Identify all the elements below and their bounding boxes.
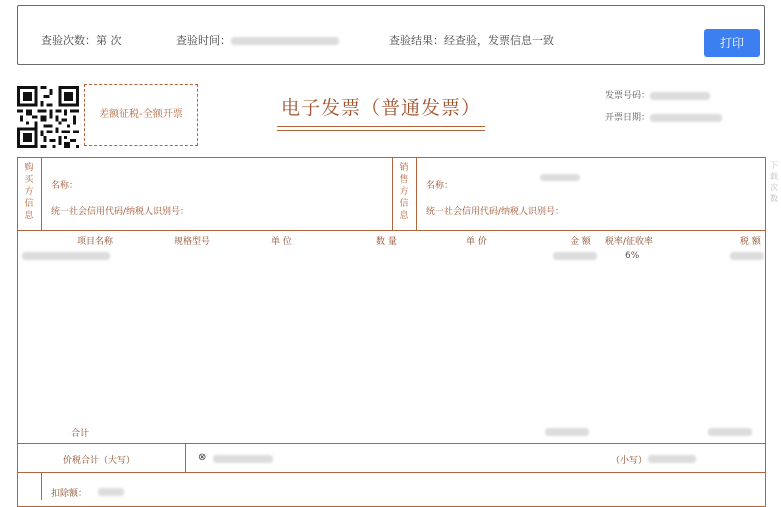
check-time-label: 查验时间：: [176, 34, 231, 47]
redacted-value: [545, 428, 589, 436]
title-underline: [277, 130, 485, 131]
tax-method-stamp: 差额征税-全额开票: [84, 84, 198, 146]
redacted-value: [553, 252, 597, 260]
redacted-value: [231, 37, 339, 45]
divider: [17, 443, 766, 444]
column-header: 单 价: [466, 237, 487, 247]
seller-section-label: 销售方信息: [399, 163, 409, 221]
seller-name-label: 名称：: [426, 181, 454, 191]
invoice-title: 电子发票（普通发票）: [280, 97, 481, 119]
redacted-value: [708, 428, 752, 436]
total-label: 价税合计（大写）: [63, 456, 136, 466]
subtotal-label: 合计: [71, 429, 90, 439]
redacted-value: [98, 488, 124, 496]
redacted-value: [22, 252, 110, 260]
divider: [17, 472, 766, 473]
redacted-value: [730, 252, 764, 260]
invoice-date: [605, 110, 722, 123]
invoice-number-label: 发票号码：: [605, 91, 651, 101]
title-underline: [277, 126, 485, 127]
seller-tax-id-label: 统一社会信用代码/纳税人识别号：: [426, 207, 565, 217]
print-button[interactable]: 打印: [704, 29, 760, 57]
column-header: 税率/征收率: [605, 237, 654, 247]
total-small-label: （小写）: [611, 456, 648, 466]
divider: [41, 472, 42, 500]
column-header: 项目名称: [77, 237, 114, 247]
check-info-bar: [17, 5, 765, 65]
qr-code-icon: [17, 86, 79, 148]
divider: [392, 157, 393, 230]
buyer-tax-id-label: 统一社会信用代码/纳税人识别号：: [51, 207, 190, 217]
divider: [17, 230, 766, 231]
redacted-value: [213, 455, 273, 463]
column-header: 税 额: [740, 237, 761, 247]
divider: [185, 443, 186, 472]
tax-rate: 6%: [625, 251, 640, 261]
divider: [41, 157, 42, 230]
divider: [416, 157, 417, 230]
column-header: 金 额: [570, 237, 591, 247]
column-header: 数 量: [376, 237, 397, 247]
circled-x-icon: ⊗: [198, 452, 207, 463]
check-count: 查验次数：第 次: [41, 34, 122, 47]
deduction-label: 扣除额：: [51, 489, 88, 499]
download-count-side-text: 下载次数: [770, 161, 778, 203]
buyer-name-label: 名称：: [51, 181, 79, 191]
check-time: [176, 32, 339, 48]
buyer-section-label: 购买方信息: [24, 163, 34, 221]
column-header: 单 位: [271, 237, 292, 247]
invoice-number: [605, 88, 710, 101]
redacted-value: [650, 92, 710, 100]
redacted-value: [648, 455, 696, 463]
invoice-date-label: 开票日期：: [605, 113, 651, 123]
check-result: 查验结果：经查验，发票信息一致: [389, 34, 554, 47]
redacted-value: [540, 174, 580, 181]
redacted-value: [650, 114, 722, 122]
column-header: 规格型号: [174, 237, 211, 247]
